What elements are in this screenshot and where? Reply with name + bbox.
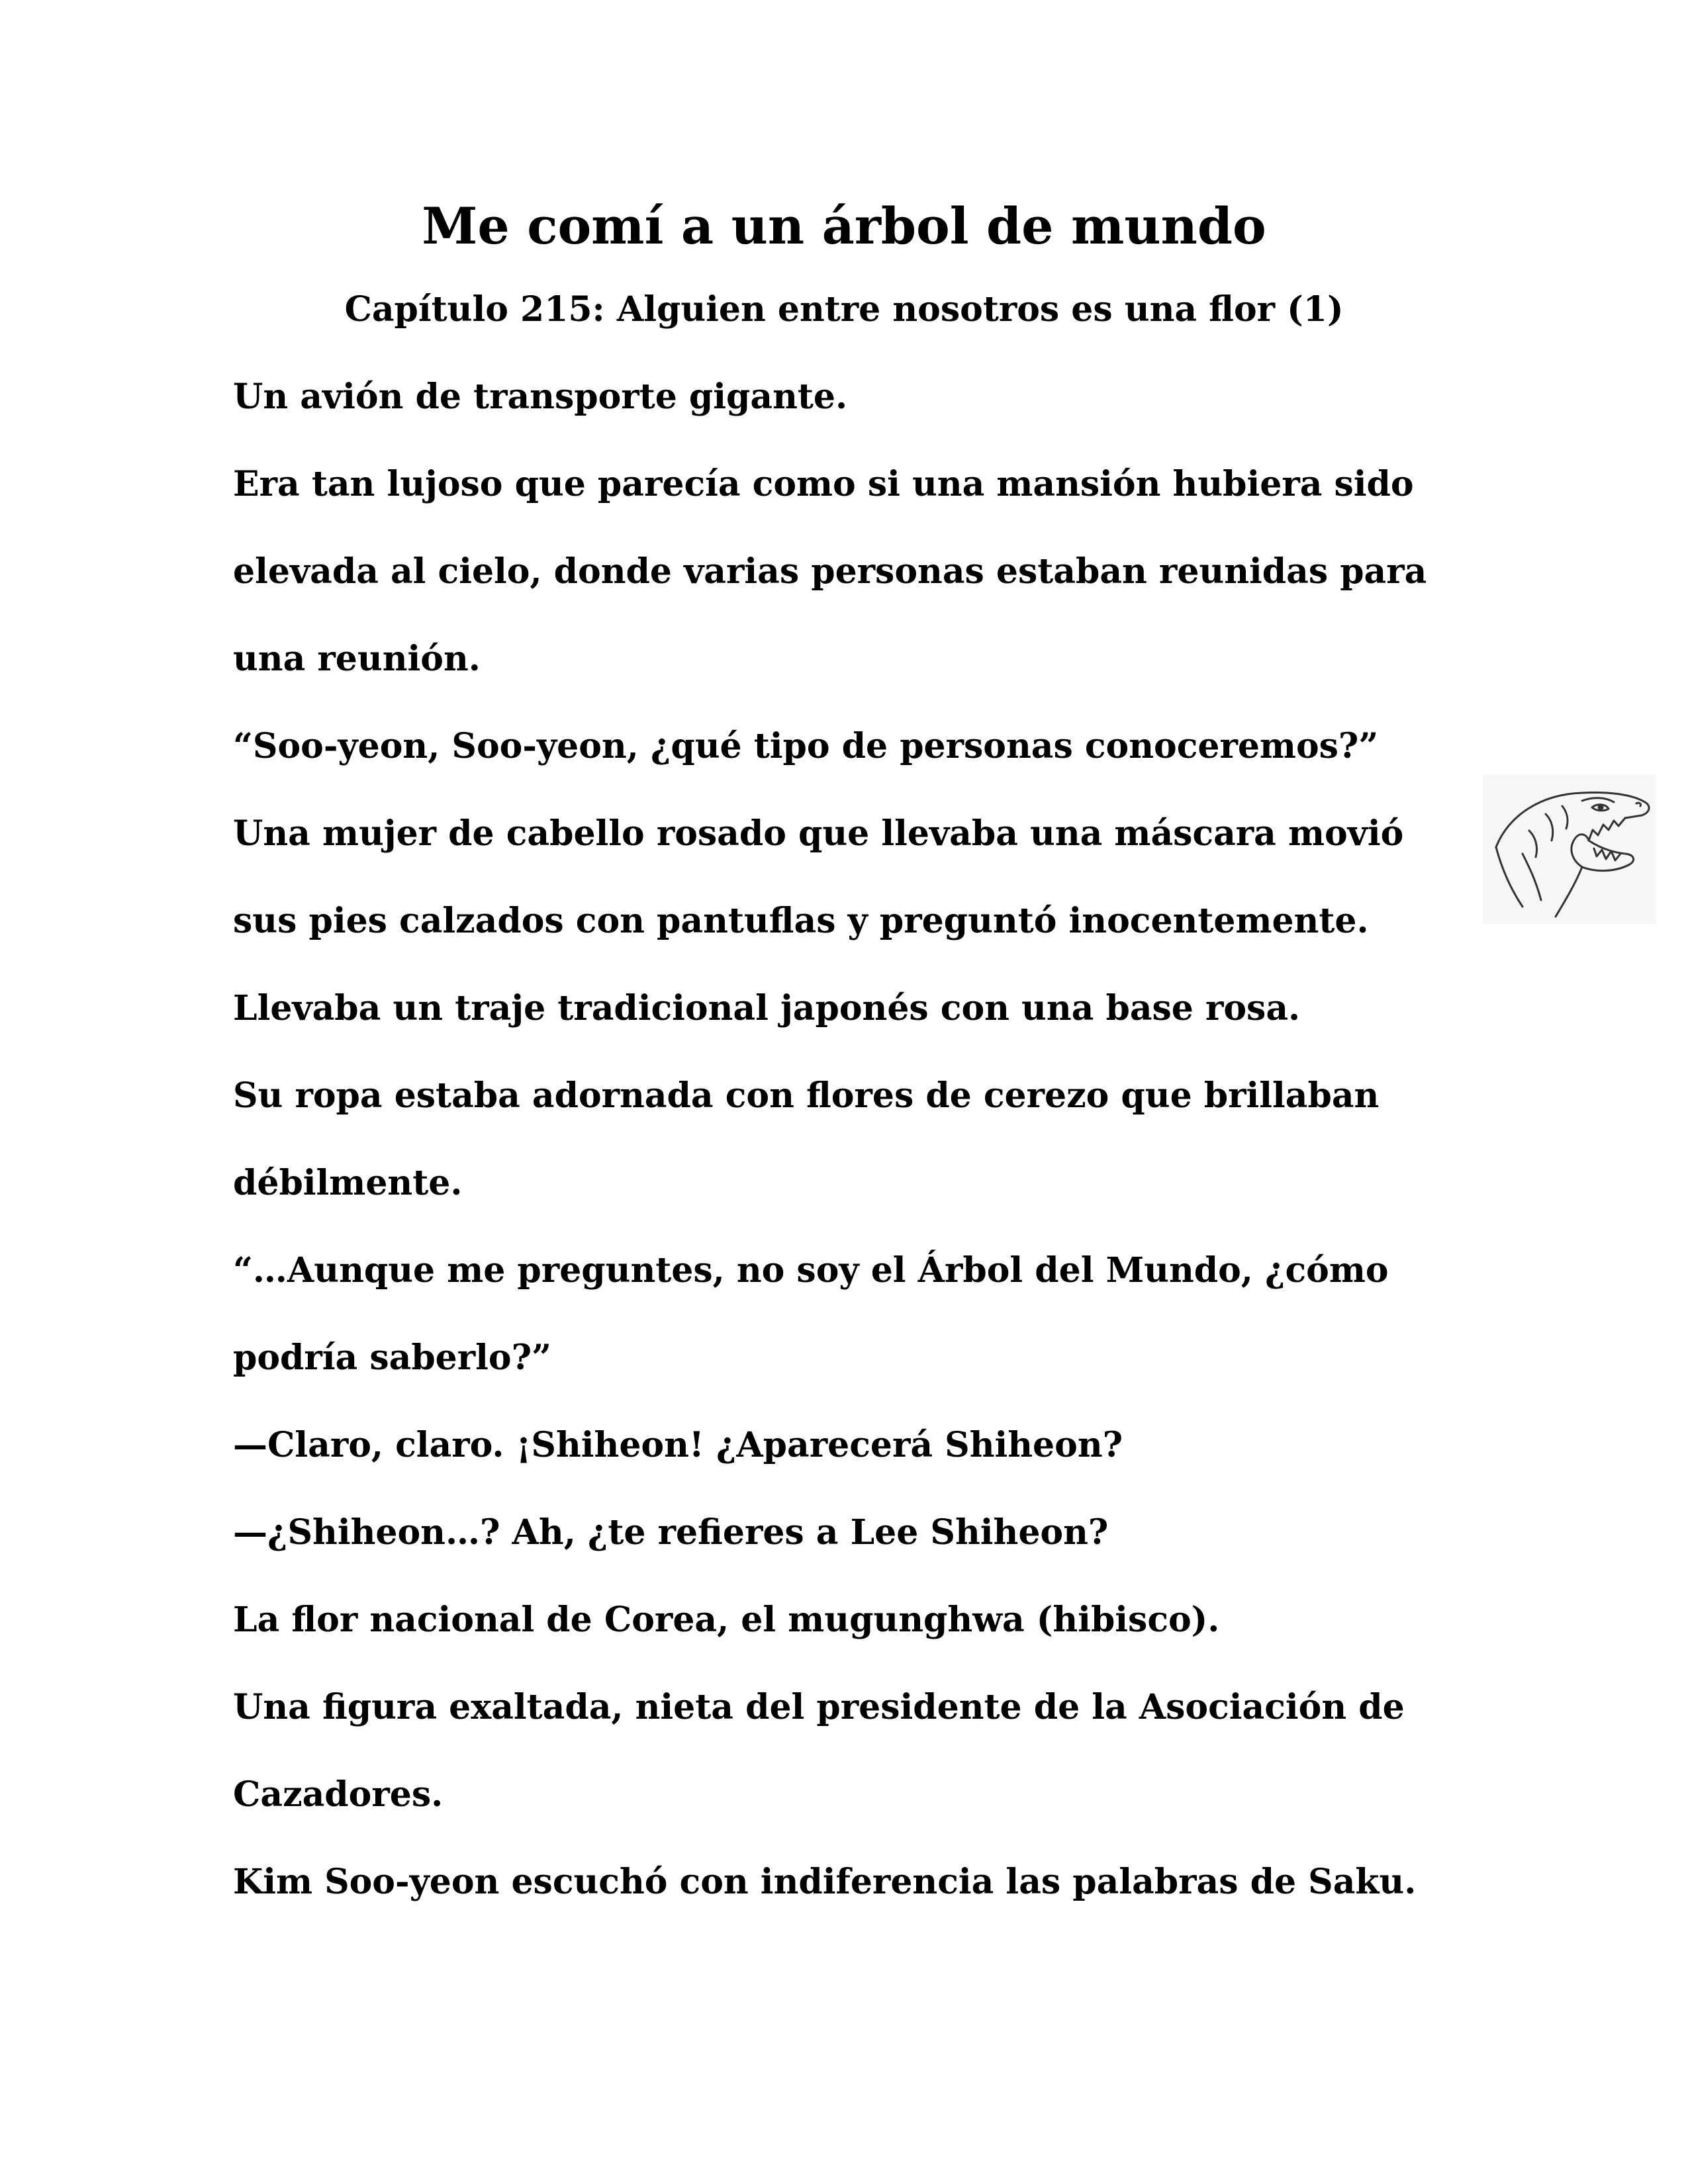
dinosaur-head-icon: [1483, 774, 1656, 924]
text-line: Su ropa estaba adornada con flores de cerezo que brillaban: [233, 1075, 1380, 1116]
text-line: Cazadores.: [233, 1774, 444, 1815]
text-line: —¿Shiheon…? Ah, ¿te refieres a Lee Shiheon?: [233, 1512, 1109, 1553]
text-line: La flor nacional de Corea, el mugunghwa (hibisco).: [233, 1600, 1220, 1640]
text-line: Kim Soo-yeon escuchó con indiferencia las palabras de Saku.: [233, 1862, 1417, 1902]
text-line: Una figura exaltada, nieta del presidente de la Asociación de: [233, 1687, 1405, 1727]
text-line: podría saberlo?”: [233, 1338, 551, 1378]
text-line: Llevaba un traje tradicional japonés con una base rosa.: [233, 988, 1301, 1028]
text-line: Era tan lujoso que parecía como si una mansión hubiera sido: [233, 464, 1414, 504]
text-line: una reunión.: [233, 639, 481, 679]
text-line: débilmente.: [233, 1163, 463, 1203]
text-line: Un avión de transporte gigante.: [233, 377, 848, 417]
text-line: elevada al cielo, donde varias personas estaban reunidas para: [233, 551, 1427, 592]
text-line: “Soo-yeon, Soo-yeon, ¿qué tipo de personas conoceremos?”: [233, 726, 1379, 766]
text-line: “…Aunque me preguntes, no soy el Árbol del Mundo, ¿cómo: [233, 1250, 1389, 1291]
document-title: Me comí a un árbol de mundo: [422, 197, 1266, 255]
text-line: sus pies calzados con pantuflas y preguntó inocentemente.: [233, 901, 1369, 941]
text-line: —Claro, claro. ¡Shiheon! ¿Aparecerá Shiheon?: [233, 1425, 1123, 1465]
chapter-subtitle: Capítulo 215: Alguien entre nosotros es una flor (1): [344, 289, 1344, 330]
text-line: Una mujer de cabello rosado que llevaba una máscara movió: [233, 813, 1404, 854]
